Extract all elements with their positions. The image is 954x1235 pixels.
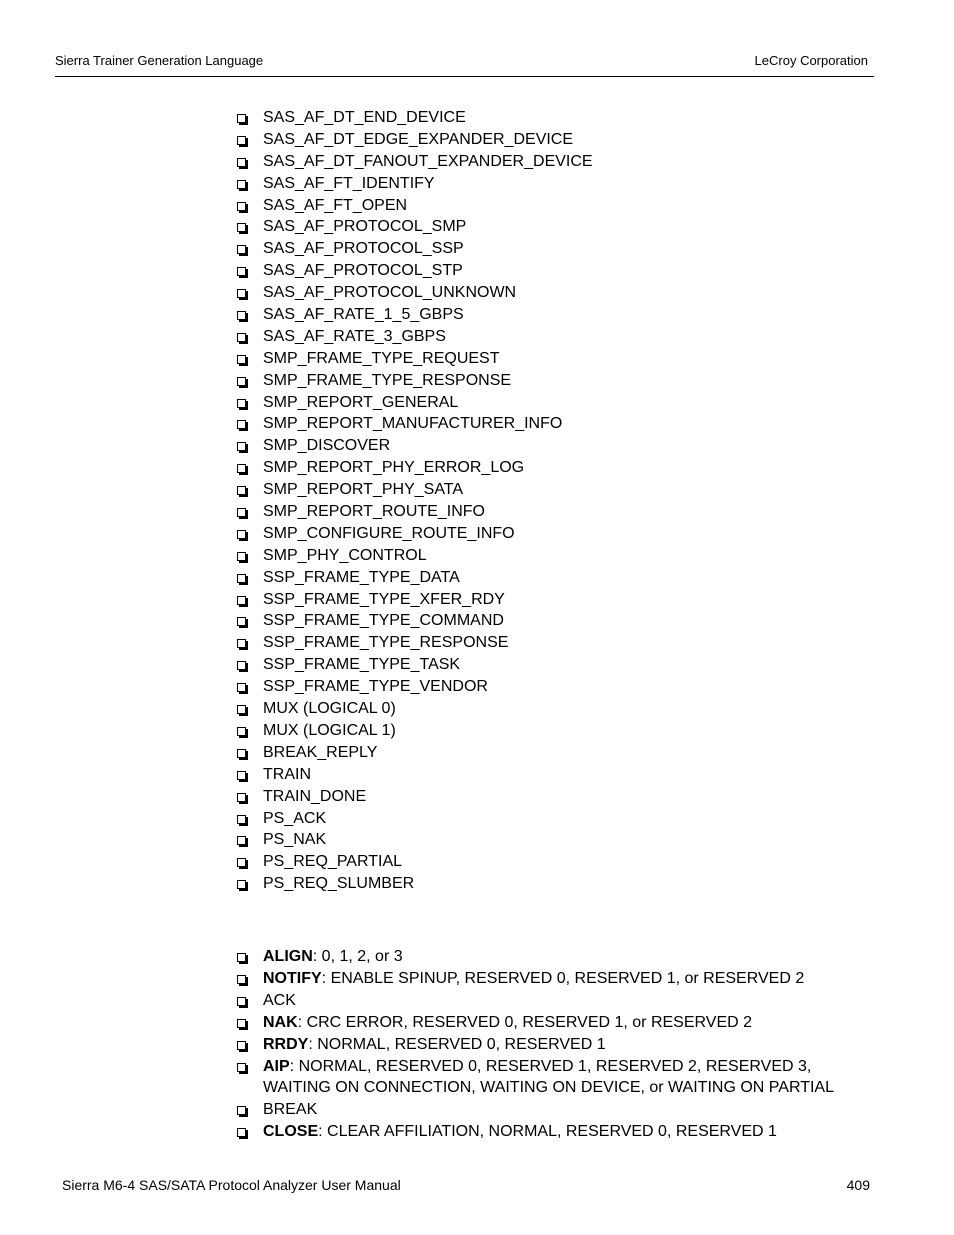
list-item <box>237 413 593 435</box>
list-item <box>237 742 593 764</box>
list-item <box>237 107 593 129</box>
checkbox-bullet-icon <box>237 815 246 824</box>
list-item <box>237 610 593 632</box>
primitive-values: ACK <box>263 991 296 1009</box>
list-item-text: SAS_AF_PROTOCOL_SSP <box>263 240 464 258</box>
list-item-text: BREAK_REPLY <box>263 743 378 761</box>
list-item-text: SAS_AF_PROTOCOL_SMP <box>263 218 467 236</box>
primitive-values: : 0, 1, 2, or 3 <box>312 948 403 965</box>
list-item-text: SMP_FRAME_TYPE_RESPONSE <box>263 371 512 389</box>
list-item <box>237 457 593 479</box>
checkbox-bullet-icon <box>237 1019 246 1028</box>
primitive-name: NOTIFY <box>263 969 322 987</box>
checkbox-bullet-icon <box>237 975 246 984</box>
list-item <box>237 1034 875 1056</box>
list-item <box>237 1056 875 1100</box>
primitive-name: ALIGN <box>263 948 313 965</box>
checkbox-bullet-icon <box>237 486 246 495</box>
checkbox-bullet-icon <box>237 442 246 451</box>
primitive-name: NAK <box>263 1013 298 1031</box>
page-header <box>55 51 874 77</box>
footer-title: Sierra M6-4 SAS/SATA Protocol Analyzer User Manual <box>62 1177 401 1193</box>
list-item <box>237 851 593 873</box>
list-item <box>237 786 593 808</box>
checkbox-bullet-icon <box>237 1041 246 1050</box>
list-item <box>237 501 593 523</box>
checkbox-bullet-icon <box>237 289 246 298</box>
list-item-text: PS_ACK <box>263 809 327 827</box>
list-item <box>237 129 593 151</box>
list-item-text: SAS_AF_DT_FANOUT_EXPANDER_DEVICE <box>263 152 593 170</box>
checkbox-bullet-icon <box>237 311 246 320</box>
list-item <box>237 260 593 282</box>
primitive-name: AIP <box>263 1057 290 1075</box>
checkbox-bullet-icon <box>237 574 246 583</box>
checkbox-bullet-icon <box>237 793 246 802</box>
checkbox-bullet-icon <box>237 617 246 626</box>
checkbox-bullet-icon <box>237 552 246 561</box>
list-item-text: TRAIN <box>263 765 311 783</box>
list-item <box>237 326 593 348</box>
checkbox-bullet-icon <box>237 114 246 123</box>
list-item <box>237 195 593 217</box>
checkbox-bullet-icon <box>237 267 246 276</box>
checkbox-bullet-icon <box>237 705 246 714</box>
checkbox-bullet-icon <box>237 953 246 962</box>
checkbox-bullet-icon <box>237 727 246 736</box>
checkbox-bullet-icon <box>237 997 246 1006</box>
list-item-text: SMP_REPORT_PHY_SATA <box>263 481 464 499</box>
checkbox-bullet-icon <box>237 355 246 364</box>
checkbox-bullet-icon <box>237 1106 246 1115</box>
list-item <box>237 173 593 195</box>
list-item-text: SMP_REPORT_GENERAL <box>263 393 459 411</box>
list-item-text: SAS_AF_RATE_3_GBPS <box>263 327 446 345</box>
list-item <box>237 304 593 326</box>
checkbox-bullet-icon <box>237 158 246 167</box>
list-item-text: SSP_FRAME_TYPE_TASK <box>263 656 461 674</box>
checkbox-bullet-icon <box>237 223 246 232</box>
list-item <box>237 676 593 698</box>
primitive-options-list <box>237 946 875 1143</box>
checkbox-bullet-icon <box>237 661 246 670</box>
list-item <box>237 698 593 720</box>
list-item <box>237 282 593 304</box>
list-item-text: SSP_FRAME_TYPE_RESPONSE <box>263 634 509 652</box>
list-item <box>237 589 593 611</box>
checkbox-bullet-icon <box>237 464 246 473</box>
primitive-values: : ENABLE SPINUP, RESERVED 0, RESERVED 1, or RESERVED 2 <box>321 969 805 987</box>
checkbox-bullet-icon <box>237 420 246 429</box>
list-item <box>237 567 593 589</box>
list-item <box>237 1099 875 1121</box>
list-item-text: SSP_FRAME_TYPE_DATA <box>263 568 460 586</box>
checkbox-bullet-icon <box>237 596 246 605</box>
list-item <box>237 946 875 968</box>
primitive-values: : NORMAL, RESERVED 0, RESERVED 1 <box>308 1035 606 1053</box>
list-item-text: SAS_AF_DT_END_DEVICE <box>263 109 466 126</box>
list-item <box>237 238 593 260</box>
checkbox-bullet-icon <box>237 508 246 517</box>
list-item-text: SMP_REPORT_PHY_ERROR_LOG <box>263 459 525 477</box>
checkbox-bullet-icon <box>237 836 246 845</box>
list-item <box>237 151 593 173</box>
page-number: 409 <box>846 1177 870 1193</box>
list-item <box>237 435 593 457</box>
checkbox-bullet-icon <box>237 136 246 145</box>
list-item <box>237 990 875 1012</box>
checkbox-bullet-icon <box>237 880 246 889</box>
list-item-text: SAS_AF_DT_EDGE_EXPANDER_DEVICE <box>263 130 574 148</box>
checkbox-bullet-icon <box>237 245 246 254</box>
list-item-text: SMP_REPORT_MANUFACTURER_INFO <box>263 415 563 433</box>
list-item <box>237 348 593 370</box>
list-item <box>237 216 593 238</box>
primitive-values: BREAK <box>263 1101 318 1119</box>
checkbox-bullet-icon <box>237 1063 246 1072</box>
list-item-text: SMP_FRAME_TYPE_REQUEST <box>263 349 500 367</box>
list-item-text: PS_NAK <box>263 831 327 849</box>
list-item <box>237 829 593 851</box>
primitive-name: CLOSE <box>263 1123 319 1141</box>
list-item-text: SSP_FRAME_TYPE_XFER_RDY <box>263 590 505 608</box>
checkbox-bullet-icon <box>237 399 246 408</box>
list-item <box>237 632 593 654</box>
checkbox-bullet-icon <box>237 1128 246 1137</box>
list-item <box>237 764 593 786</box>
list-item-text: SMP_DISCOVER <box>263 437 391 455</box>
list-item-text: SMP_CONFIGURE_ROUTE_INFO <box>263 524 515 542</box>
list-item-text: SAS_AF_FT_OPEN <box>263 196 408 214</box>
list-item <box>237 968 875 990</box>
checkbox-bullet-icon <box>237 639 246 648</box>
list-item <box>237 479 593 501</box>
list-item <box>237 1012 875 1034</box>
checkbox-bullet-icon <box>237 683 246 692</box>
list-item <box>237 808 593 830</box>
header-company: LeCroy Corporation <box>754 53 868 68</box>
primitive-values: : CLEAR AFFILIATION, NORMAL, RESERVED 0, RESERVED 1 <box>318 1123 777 1141</box>
list-item-text: MUX (LOGICAL 0) <box>263 700 396 718</box>
list-item <box>237 545 593 567</box>
list-item-text: SAS_AF_PROTOCOL_STP <box>263 262 463 280</box>
list-item-text: SAS_AF_FT_IDENTIFY <box>263 174 435 192</box>
header-title: Sierra Trainer Generation Language <box>55 53 264 68</box>
checkbox-bullet-icon <box>237 333 246 342</box>
list-item-text: SAS_AF_RATE_1_5_GBPS <box>263 306 464 324</box>
list-item <box>237 873 593 895</box>
checkbox-bullet-icon <box>237 202 246 211</box>
primitive-values: : CRC ERROR, RESERVED 0, RESERVED 1, or RESERVED 2 <box>297 1013 753 1031</box>
list-item-text: SSP_FRAME_TYPE_VENDOR <box>263 678 488 696</box>
checkbox-bullet-icon <box>237 771 246 780</box>
primitive-name: RRDY <box>263 1035 309 1053</box>
list-item-text: PS_REQ_PARTIAL <box>263 853 403 871</box>
list-item <box>237 370 593 392</box>
list-item <box>237 1121 875 1143</box>
list-item <box>237 654 593 676</box>
checkbox-bullet-icon <box>237 377 246 386</box>
list-item-text: MUX (LOGICAL 1) <box>263 721 396 739</box>
list-item-text: TRAIN_DONE <box>263 787 367 805</box>
checkbox-bullet-icon <box>237 749 246 758</box>
list-item <box>237 720 593 742</box>
list-item-text: SAS_AF_PROTOCOL_UNKNOWN <box>263 284 517 302</box>
checkbox-bullet-icon <box>237 180 246 189</box>
primitive-list <box>237 107 593 895</box>
checkbox-bullet-icon <box>237 530 246 539</box>
list-item <box>237 523 593 545</box>
list-item <box>237 392 593 414</box>
list-item-text: PS_REQ_SLUMBER <box>263 875 415 893</box>
list-item-text: SMP_PHY_CONTROL <box>263 546 427 564</box>
list-item-text: SSP_FRAME_TYPE_COMMAND <box>263 612 504 630</box>
list-item-text: SMP_REPORT_ROUTE_INFO <box>263 503 485 521</box>
checkbox-bullet-icon <box>237 858 246 867</box>
primitive-values: : NORMAL, RESERVED 0, RESERVED 1, RESERVED 2, RESERVED 3, WAITING ON CONNECTION, WAITING ON DEVICE, or WAITING ON PARTIAL <box>263 1057 834 1097</box>
